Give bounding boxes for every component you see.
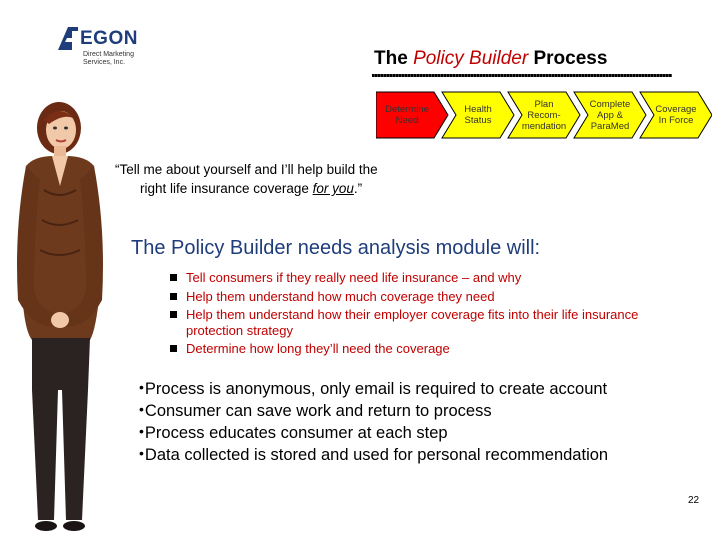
process-step-label [454, 104, 502, 126]
page-number: 22 [688, 495, 700, 506]
presenter-illustration [4, 90, 114, 540]
module-capabilities-list [168, 270, 688, 360]
title-emphasis: Policy Builder [413, 48, 529, 69]
process-step-label [520, 99, 568, 132]
quote-line-2-text: right life insurance coverage [140, 181, 313, 196]
bullet-text: Help them understand how much coverage they need [186, 288, 495, 304]
bullet-text: Tell consumers if they really need life insurance – and why [186, 270, 522, 285]
dot-bullet-icon: • [139, 445, 144, 461]
point-text: Data collected is stored and used for personal recommendation [144, 446, 609, 464]
list-item [168, 307, 688, 338]
square-bullet-icon [170, 274, 177, 281]
point-text: Process educates consumer at each step [144, 424, 448, 442]
list-item [168, 341, 688, 357]
quote-emphasis: for you [312, 181, 354, 196]
square-bullet-icon [170, 293, 177, 300]
process-step-label-line: Determine [385, 104, 429, 115]
list-item [139, 444, 699, 466]
process-step-label-line: Health [464, 104, 492, 115]
quote-line-2-end: .” [353, 181, 363, 196]
process-step-label-line: Complete [589, 98, 631, 110]
logo-wordmark: EGON [80, 28, 138, 49]
dot-bullet-icon: • [139, 423, 144, 439]
aegon-logo-icon [56, 26, 80, 50]
process-features-list [139, 378, 699, 466]
process-step-label-line: ParaMed [590, 120, 630, 132]
process-step-label-line: Need [395, 115, 419, 126]
process-step-label-line: Status [464, 115, 492, 126]
bullet-text: Help them understand how their employer coverage fits into their life insurance protection strategy [186, 307, 639, 338]
process-step-label-line: Recom- [527, 109, 561, 121]
square-bullet-icon [170, 311, 177, 318]
process-step-label-line: Plan [534, 98, 554, 110]
dot-bullet-icon: • [139, 401, 144, 417]
list-item [168, 270, 688, 286]
aegon-logo [56, 26, 146, 70]
square-bullet-icon [170, 345, 177, 352]
point-text: Consumer can save work and return to process [144, 402, 492, 420]
process-step-label [380, 104, 434, 126]
title-rule [372, 74, 672, 77]
bullet-text: Determine how long they’ll need the coverage [186, 341, 450, 356]
quote-line-2 [115, 179, 445, 198]
logo-subtitle: Direct Marketing Services, Inc. [83, 51, 134, 66]
dot-bullet-icon: • [139, 379, 144, 395]
list-item [139, 400, 699, 422]
process-step-label-line: In Force [658, 115, 694, 126]
process-step-label [586, 99, 634, 132]
quote-line-1: “Tell me about yourself and I’ll help build the [115, 162, 378, 177]
list-item [168, 289, 688, 305]
slide-title [374, 48, 607, 70]
process-step-label [652, 104, 700, 126]
process-flow [376, 88, 712, 142]
process-step-label-line: Coverage [655, 104, 697, 115]
point-text: Process is anonymous, only email is required to create account [144, 380, 608, 398]
list-item [139, 422, 699, 444]
process-step-label-line: mendation [521, 120, 567, 132]
title-post: Process [533, 48, 608, 69]
section-heading: The Policy Builder needs analysis module will: [131, 237, 541, 259]
presenter-quote [115, 160, 445, 198]
list-item [139, 378, 699, 400]
process-step-label-line: App & [597, 109, 623, 121]
title-pre: The [374, 48, 408, 69]
